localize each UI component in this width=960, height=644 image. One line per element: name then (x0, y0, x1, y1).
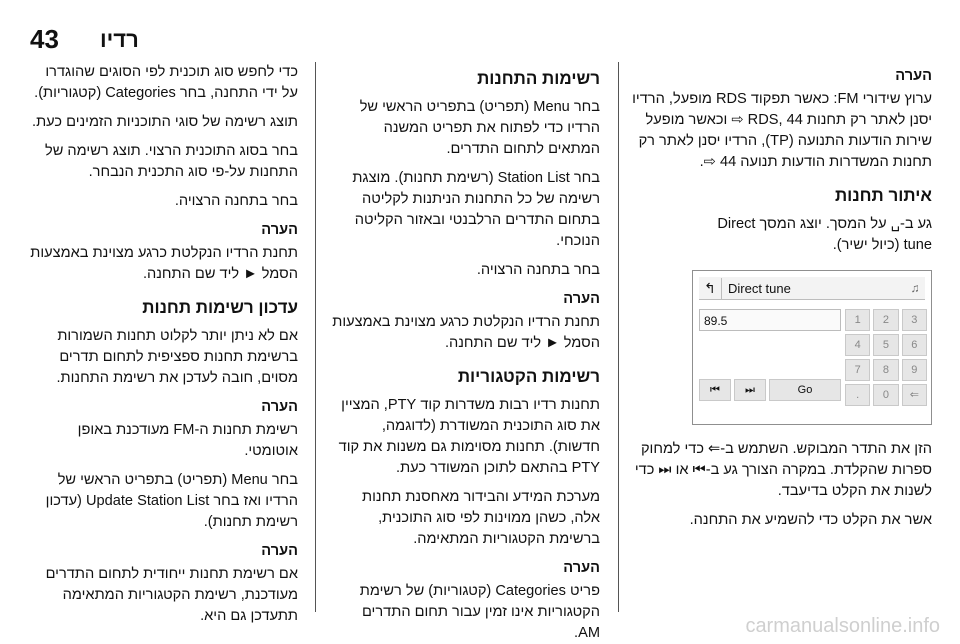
column-left (30, 62, 298, 624)
section-heading-category-lists: רשימות הקטגוריות (457, 367, 600, 386)
section-heading-station-search: איתור תחנות (834, 186, 932, 205)
paragraph: בחר בסוג התוכנית הרצוי. תוצג רשימה של התחנות על-פי סוג התכנית הנבחר. (44, 143, 298, 180)
section-heading-update-lists: עדכון רשימות תחנות (142, 298, 298, 317)
go-button[interactable]: Go (769, 379, 841, 401)
back-icon[interactable]: ↰ (699, 278, 722, 299)
direct-tune-screenshot (692, 270, 932, 425)
key-2[interactable]: 2 (873, 309, 898, 331)
running-head: רדיו (100, 27, 139, 52)
note-title: הערה (261, 399, 298, 415)
paragraph: אשר את הקלט כדי להשמיע את התחנה. (689, 512, 932, 528)
paragraph: הזן את התדר המבוקש. השתמש ב-⇐ כדי למחוק ספרות שהקלדת. במקרה הצורך גע ב-⏮ או ⏭ כדי לשנות את הקלט בדיעבד. (634, 441, 932, 499)
note-text: פריט Categories (קטגוריות) של רשימת הקטגוריות אינו זמין עבור תחום התדרים AM. (359, 583, 600, 641)
column-divider-right (618, 62, 619, 612)
next-icon[interactable]: ⏭ (734, 379, 766, 401)
previous-icon[interactable]: ⏮ (699, 379, 731, 401)
key-5[interactable]: 5 (873, 334, 898, 356)
paragraph: תחנות רדיו רבות משדרות קוד PTY, המציין את סוג התוכנית המשודרת (לדוגמה, חדשות). תחנות מסוימות גם משנות את קוד PTY בהתאם לתוכן המשודר כעת. (338, 397, 600, 476)
paragraph: בחר בתחנה הרצויה. (476, 262, 600, 278)
screen-title: Direct tune (728, 280, 791, 296)
key-6[interactable]: 6 (902, 334, 927, 356)
key-dot[interactable]: . (845, 384, 870, 406)
key-1[interactable]: 1 (845, 309, 870, 331)
note-text: ערוץ שידורי FM: כאשר תפקוד RDS מופעל, הרדיו יסנן לאתר רק תחנות RDS, 44 ⇨ וכאשר מופעל שירות הודעות התנועה (TP), הרדיו יסנן לאתר רק תחנות המשדרות הודעות תנועה 44 ⇨. (632, 91, 932, 170)
paragraph: כדי לחפש סוג תוכנית לפי הסוגים שהוגדרו על ידי התחנה, בחר Categories (קטגוריות). (34, 64, 298, 101)
key-0[interactable]: 0 (873, 384, 898, 406)
note-title: הערה (563, 560, 600, 576)
frequency-input[interactable]: 89.5 (699, 309, 841, 331)
note-text: תחנת הרדיו הנקלטת כרגע מצוינת באמצעות הסמל ► ליד שם התחנה. (332, 314, 600, 351)
note-title: הערה (261, 543, 298, 559)
note-text: תחנת הרדיו הנקלטת כרגע מצוינת באמצעות הסמל ► ליד שם התחנה. (30, 245, 298, 282)
page-number: 43 (30, 24, 59, 54)
column-middle (332, 62, 600, 641)
paragraph: בחר Menu (תפריט) בתפריט הראשי של הרדיו כדי לפתוח את תפריט המשנה המתאים לתחום התדרים. (359, 99, 600, 157)
backspace-icon[interactable]: ⇐ (902, 384, 927, 406)
paragraph-line: גע ב-␣ על המסך. יוצג המסך Direct (717, 216, 932, 232)
paragraph: בחר Station List (רשימת תחנות). מוצגת רשימה של כל התחנות הניתנות לקליטה בתחום התדרים הרלבנטי ובאזור הקליטה הנוכחי. (352, 170, 600, 249)
paragraph: בחר בתחנה הרצויה. (174, 193, 298, 209)
key-3[interactable]: 3 (902, 309, 927, 331)
key-4[interactable]: 4 (845, 334, 870, 356)
note-text: רשימת תחנות ה-FM מעודכנת באופן אוטומטי. (77, 422, 298, 459)
paragraph: מערכת המידע והבידור מאחסנת תחנות אלה, כשהן ממוינות לפי סוג התוכנית, ברשימת הקטגוריות המתאימה. (362, 489, 600, 547)
paragraph-line: tune (כיול ישיר). (832, 237, 932, 253)
keypad (845, 309, 927, 406)
paragraph: תוצג רשימה של סוגי התוכניות הזמינים כעת. (32, 114, 298, 130)
note-title: הערה (563, 291, 600, 307)
watermark-site: carmanualsonline.info (745, 615, 940, 637)
screen-title-bar (699, 277, 925, 300)
music-note-icon[interactable]: ♫ (910, 280, 920, 295)
note-title: הערה (261, 222, 298, 238)
page-header (0, 0, 960, 60)
paragraph: אם לא ניתן יותר לקלוט תחנות השמורות ברשימת תחנות ספציפית לתחום תדרים מסוים, חובה לעדכן את רשימת התחנות. (56, 328, 298, 386)
column-right (632, 62, 932, 612)
screen-controls (699, 379, 841, 401)
section-heading-station-lists: רשימות התחנות (477, 69, 600, 88)
note-title: הערה (895, 68, 932, 84)
key-8[interactable]: 8 (873, 359, 898, 381)
key-7[interactable]: 7 (845, 359, 870, 381)
note-text: אם רשימת תחנות ייחודית לתחום התדרים מעודכנת, רשימת הקטגוריות המתאימה תתעדכן גם היא. (45, 566, 298, 624)
paragraph (632, 214, 932, 256)
key-9[interactable]: 9 (902, 359, 927, 381)
column-divider-left (315, 62, 316, 612)
paragraph: בחר Menu (תפריט) בתפריט הראשי של הרדיו ואז בחר Update Station List (עדכון רשימת תחנות). (45, 472, 298, 530)
